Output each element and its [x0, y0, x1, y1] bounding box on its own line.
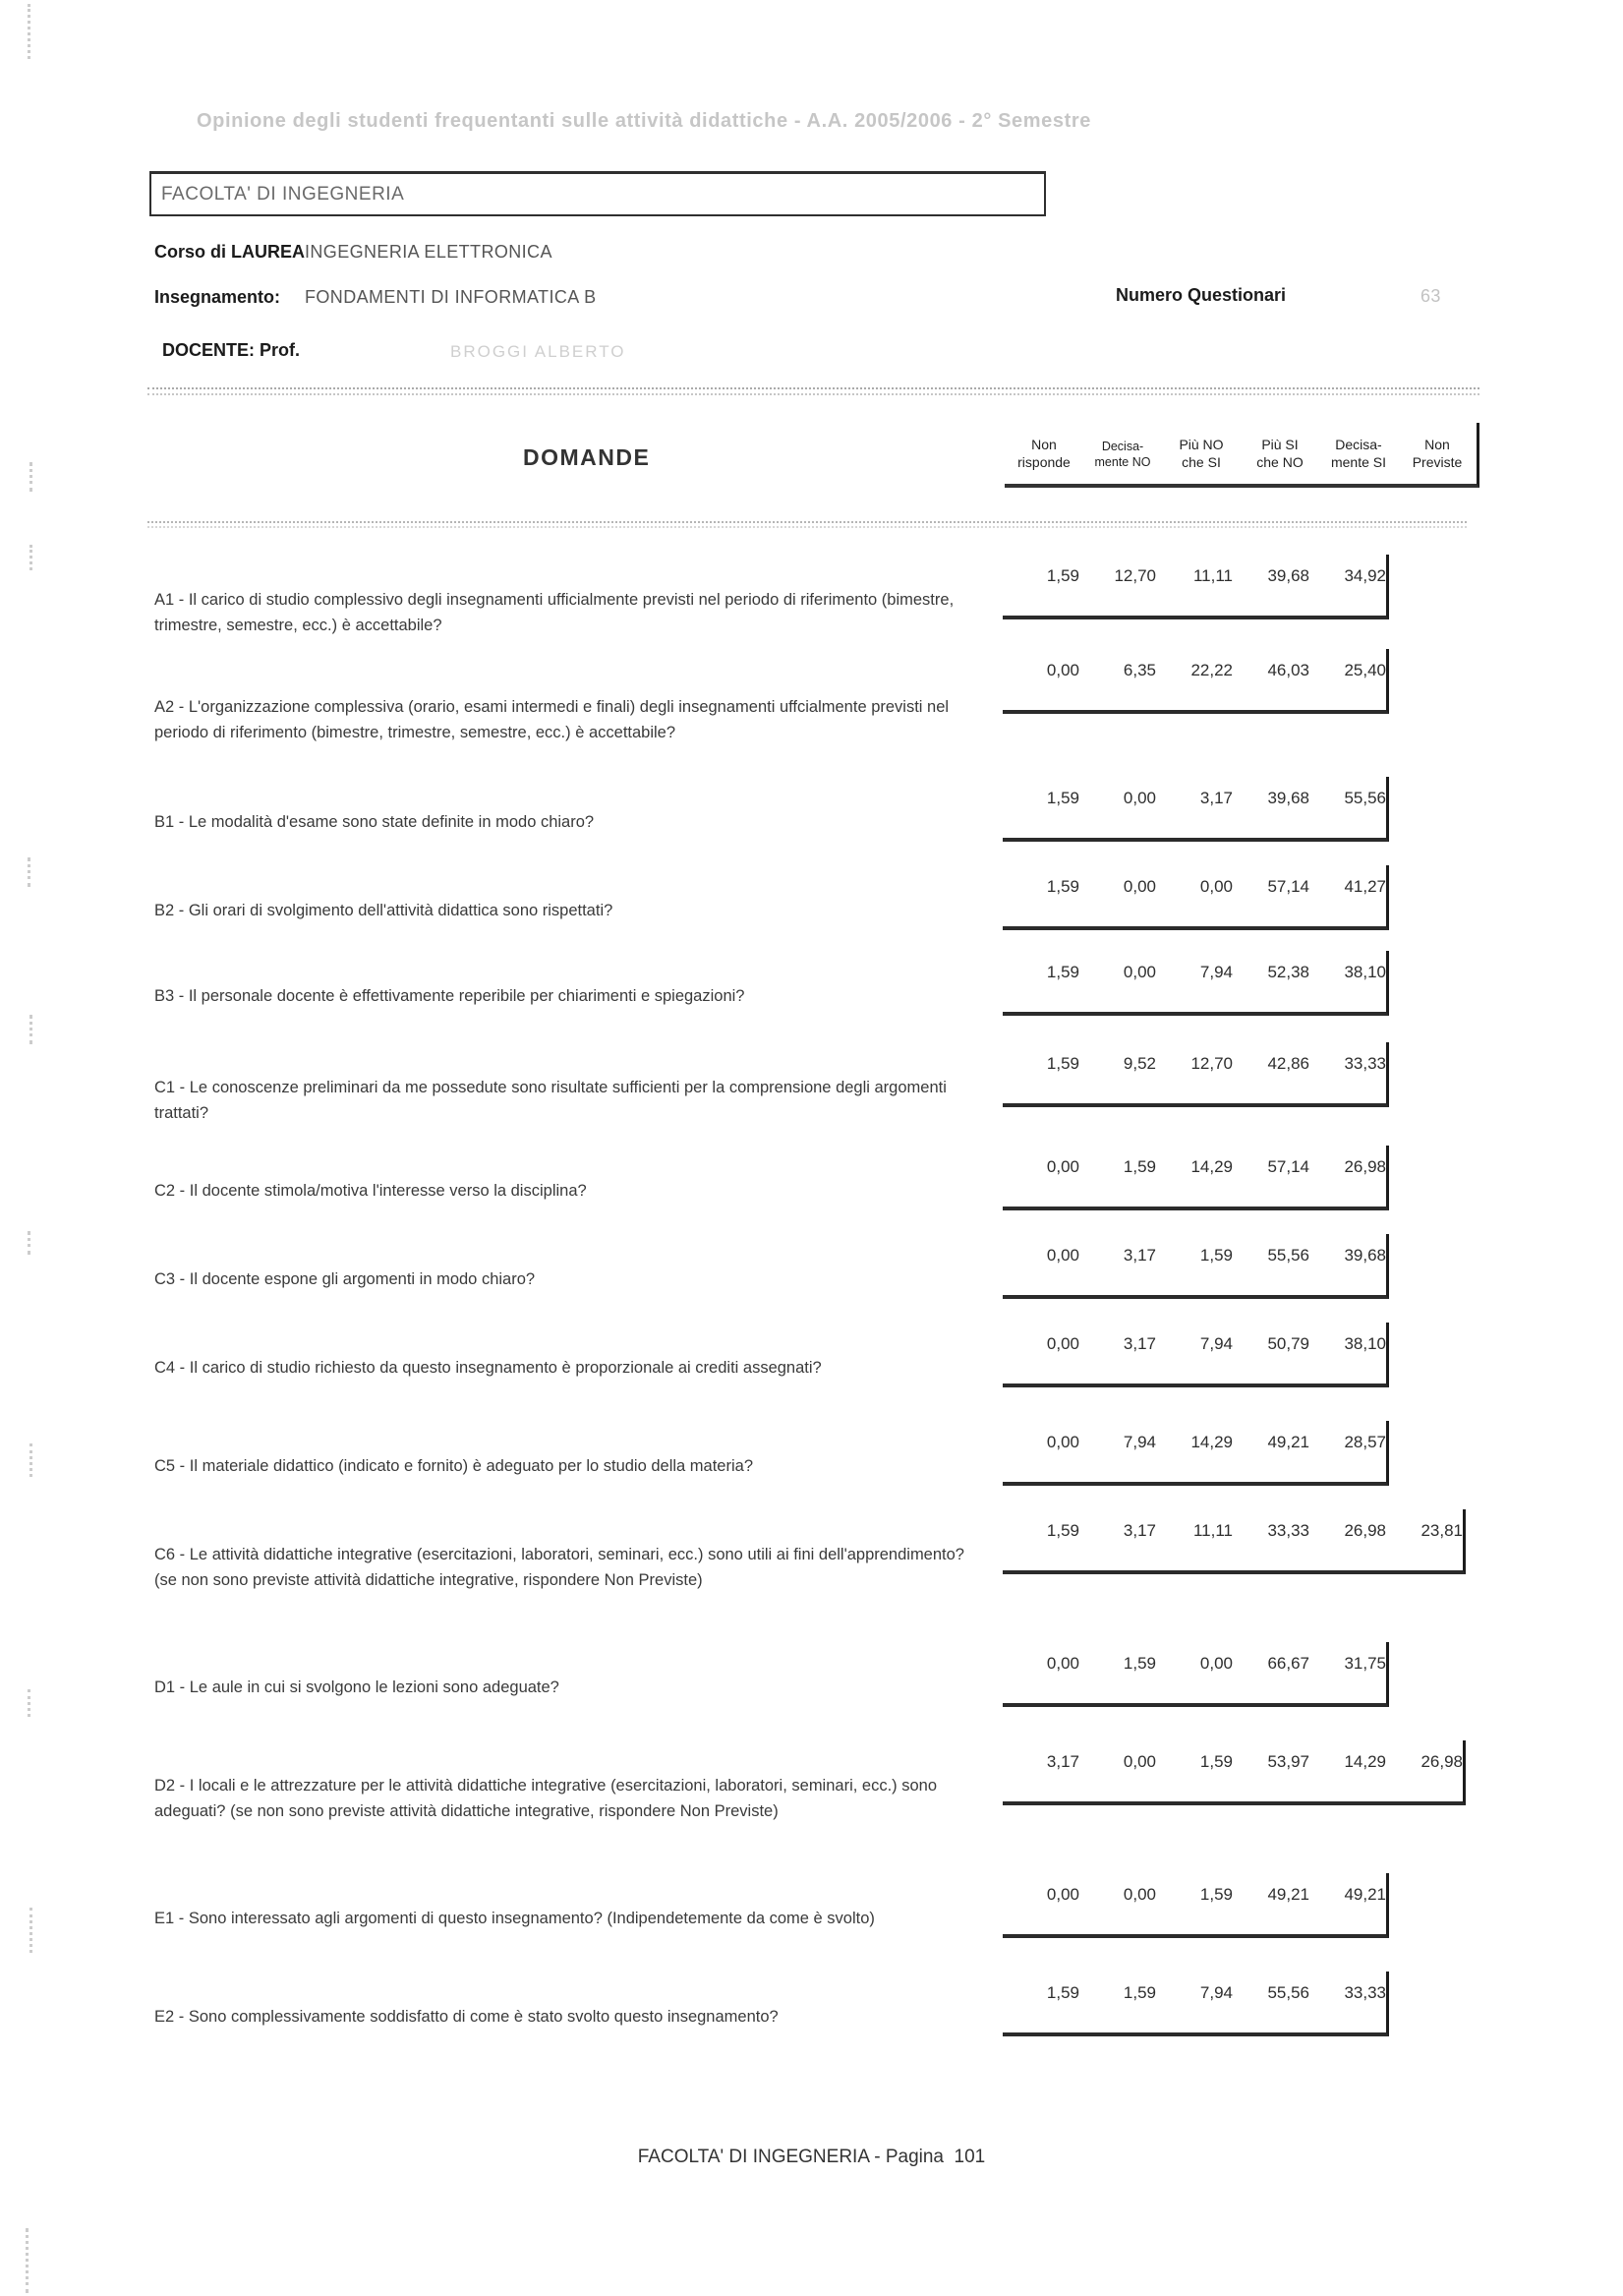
- values-D1: [1003, 1642, 1389, 1707]
- question-C4: C4 - Il carico di studio richiesto da questo insegnamento è proporzionale ai crediti assegnati?: [154, 1359, 822, 1377]
- value-cell: 49,21: [1267, 1885, 1309, 1904]
- value-cell: 7,94: [1199, 1983, 1233, 2002]
- values-B1: [1003, 777, 1389, 842]
- values-C2: [1003, 1146, 1389, 1210]
- value-cell: 1,59: [1123, 1654, 1156, 1673]
- value-cell: 1,59: [1046, 963, 1079, 981]
- value-cell: 0,00: [1123, 1752, 1156, 1771]
- value-cell: 0,00: [1046, 1885, 1079, 1904]
- value-cell: 55,56: [1267, 1246, 1309, 1265]
- value-cell: 12,70: [1114, 566, 1156, 585]
- value-cell: 7,94: [1199, 963, 1233, 981]
- value-cell: 34,92: [1344, 566, 1386, 585]
- value-cell: 26,98: [1420, 1752, 1463, 1771]
- value-cell: 57,14: [1267, 877, 1309, 896]
- values-C1: [1003, 1042, 1389, 1107]
- scan-artifact: [28, 1689, 30, 1717]
- column-header-5: Decisa- mente SI: [1330, 437, 1387, 470]
- value-cell: 0,00: [1123, 1885, 1156, 1904]
- page-footer: FACOLTA' DI INGEGNERIA - Pagina 101: [637, 2147, 986, 2167]
- question-C2: C2 - Il docente stimola/motiva l'interesse verso la disciplina?: [154, 1182, 587, 1200]
- value-cell: 3,17: [1123, 1521, 1156, 1540]
- value-cell: 33,33: [1344, 1983, 1386, 2002]
- value-cell: 41,27: [1344, 877, 1386, 896]
- value-cell: 14,29: [1344, 1752, 1386, 1771]
- column-header-4: Più SI che NO: [1256, 437, 1304, 470]
- values-C4: [1003, 1323, 1389, 1387]
- teacher-label: DOCENTE: Prof.: [162, 340, 301, 360]
- answer-column-headers: [1005, 423, 1479, 488]
- value-cell: 11,11: [1192, 1521, 1233, 1540]
- value-cell: 3,17: [1046, 1752, 1079, 1771]
- value-cell: 38,10: [1344, 1334, 1386, 1353]
- column-header-6: Non Previste: [1412, 437, 1463, 470]
- value-cell: 0,00: [1046, 1334, 1079, 1353]
- question-C6: C6 - Le attività didattiche integrative (esercitazioni, laboratori, seminari, ecc.) sono utili ai fini dell'apprendimento? (se non sono previste attività didattiche integrative, rispondere Non Previste): [154, 1546, 964, 1590]
- value-cell: 14,29: [1190, 1157, 1233, 1176]
- questions-column-header: DOMANDE: [523, 444, 651, 470]
- teacher-name: BROGGI ALBERTO: [450, 342, 626, 361]
- value-cell: 46,03: [1267, 661, 1309, 679]
- divider-line: [147, 387, 1479, 389]
- value-cell: 23,81: [1420, 1521, 1463, 1540]
- values-C6: [1003, 1509, 1466, 1574]
- column-header-2: Decisa- mente NO: [1094, 440, 1151, 469]
- value-cell: 3,17: [1123, 1334, 1156, 1353]
- value-cell: 1,59: [1046, 789, 1079, 807]
- question-D2: D2 - I locali e le attrezzature per le attività didattiche integrative (esercitazioni, laboratori, seminari, ecc.) sono adeguati? (se non sono previste attività didattiche integrative, rispondere Non Previste): [154, 1777, 938, 1821]
- values-A2: [1003, 649, 1389, 714]
- scan-artifact: [29, 1908, 32, 1953]
- question-E2: E2 - Sono complessivamente soddisfatto di come è stato svolto questo insegnamento?: [154, 2008, 779, 2026]
- degree-value: INGEGNERIA ELETTRONICA: [305, 242, 552, 262]
- question-B2: B2 - Gli orari di svolgimento dell'attività didattica sono rispettati?: [154, 902, 613, 919]
- value-cell: 1,59: [1046, 1054, 1079, 1073]
- value-cell: 3,17: [1199, 789, 1233, 807]
- value-cell: 0,00: [1046, 1433, 1079, 1451]
- value-cell: 39,68: [1344, 1246, 1386, 1265]
- value-cell: 1,59: [1123, 1157, 1156, 1176]
- value-cell: 50,79: [1267, 1334, 1309, 1353]
- degree-label: Corso di LAUREA: [154, 242, 305, 262]
- question-C5: C5 - Il materiale didattico (indicato e fornito) è adeguato per lo studio della materia?: [154, 1457, 754, 1475]
- value-cell: 28,57: [1344, 1433, 1386, 1451]
- scan-artifact: [29, 545, 32, 570]
- value-cell: 26,98: [1344, 1521, 1386, 1540]
- value-cell: 0,00: [1046, 1246, 1079, 1265]
- value-cell: 55,56: [1344, 789, 1386, 807]
- question-B1: B1 - Le modalità d'esame sono state definite in modo chiaro?: [154, 813, 595, 831]
- divider-line: [147, 526, 1467, 528]
- scan-artifact: [28, 857, 30, 887]
- values-D2: [1003, 1740, 1466, 1805]
- value-cell: 0,00: [1046, 1157, 1079, 1176]
- value-cell: 12,70: [1190, 1054, 1233, 1073]
- faculty-box-label: FACOLTA' DI INGEGNERIA: [161, 184, 405, 205]
- value-cell: 1,59: [1046, 1983, 1079, 2002]
- values-B2: [1003, 865, 1389, 930]
- question-C1: C1 - Le conoscenze preliminari da me possedute sono risultate sufficienti per la comprensione degli argomenti trattati?: [154, 1079, 947, 1123]
- value-cell: 1,59: [1199, 1752, 1233, 1771]
- value-cell: 7,94: [1123, 1433, 1156, 1451]
- values-C3: [1003, 1234, 1389, 1299]
- value-cell: 0,00: [1199, 877, 1233, 896]
- question-A1: A1 - Il carico di studio complessivo degli insegnamenti ufficialmente previsti nel periodo di riferimento (bimestre, trimestre, semestre, ecc.) è accettabile?: [154, 591, 955, 635]
- values-E2: [1003, 1972, 1389, 2036]
- course-value: FONDAMENTI DI INFORMATICA B: [305, 287, 597, 307]
- value-cell: 52,38: [1267, 963, 1309, 981]
- value-cell: 1,59: [1199, 1885, 1233, 1904]
- scan-artifact: [28, 1231, 30, 1255]
- value-cell: 0,00: [1123, 963, 1156, 981]
- divider-line: [147, 393, 1479, 395]
- value-cell: 57,14: [1267, 1157, 1309, 1176]
- value-cell: 39,68: [1267, 566, 1309, 585]
- value-cell: 14,29: [1190, 1433, 1233, 1451]
- questionnaires-label: Numero Questionari: [1116, 285, 1287, 305]
- value-cell: 1,59: [1199, 1246, 1233, 1265]
- column-header-3: Più NO che SI: [1179, 437, 1224, 470]
- value-cell: 7,94: [1199, 1334, 1233, 1353]
- value-cell: 55,56: [1267, 1983, 1309, 2002]
- course-label: Insegnamento:: [154, 287, 281, 307]
- values-A1: [1003, 555, 1389, 619]
- values-E1: [1003, 1873, 1389, 1938]
- value-cell: 0,00: [1046, 1654, 1079, 1673]
- value-cell: 1,59: [1046, 877, 1079, 896]
- scan-artifact: [29, 1443, 32, 1477]
- value-cell: 6,35: [1123, 661, 1156, 679]
- faculty-box: [149, 171, 1046, 216]
- question-D1: D1 - Le aule in cui si svolgono le lezioni sono adeguate?: [154, 1678, 559, 1696]
- value-cell: 22,22: [1190, 661, 1233, 679]
- value-cell: 53,97: [1267, 1752, 1309, 1771]
- value-cell: 11,11: [1192, 566, 1233, 585]
- value-cell: 25,40: [1344, 661, 1386, 679]
- value-cell: 66,67: [1267, 1654, 1309, 1673]
- scan-artifact: [26, 2228, 29, 2293]
- column-header-1: Non risponde: [1017, 437, 1071, 470]
- value-cell: 1,59: [1046, 566, 1079, 585]
- value-cell: 39,68: [1267, 789, 1309, 807]
- value-cell: 0,00: [1046, 661, 1079, 679]
- question-E1: E1 - Sono interessato agli argomenti di questo insegnamento? (Indipendetemente da come è svolto): [154, 1910, 875, 1927]
- value-cell: 1,59: [1123, 1983, 1156, 2002]
- value-cell: 49,21: [1267, 1433, 1309, 1451]
- values-B3: [1003, 951, 1389, 1016]
- question-B3: B3 - Il personale docente è effettivamente reperibile per chiarimenti e spiegazioni?: [154, 987, 745, 1005]
- value-cell: 33,33: [1267, 1521, 1309, 1540]
- value-cell: 38,10: [1344, 963, 1386, 981]
- divider-line: [147, 521, 1467, 523]
- value-cell: 49,21: [1344, 1885, 1386, 1904]
- value-cell: 0,00: [1123, 789, 1156, 807]
- value-cell: 3,17: [1123, 1246, 1156, 1265]
- value-cell: 42,86: [1267, 1054, 1309, 1073]
- value-cell: 26,98: [1344, 1157, 1386, 1176]
- scan-artifact: [28, 4, 30, 59]
- questionnaires-count: 63: [1420, 286, 1441, 306]
- value-cell: 31,75: [1344, 1654, 1386, 1673]
- scan-artifact: [29, 1015, 32, 1044]
- scan-artifact: [29, 462, 32, 492]
- value-cell: 0,00: [1123, 877, 1156, 896]
- question-C3: C3 - Il docente espone gli argomenti in modo chiaro?: [154, 1270, 536, 1288]
- value-cell: 1,59: [1046, 1521, 1079, 1540]
- value-cell: 0,00: [1199, 1654, 1233, 1673]
- question-A2: A2 - L'organizzazione complessiva (orario, esami intermedi e finali) degli insegnamenti uffcialmente previsti nel periodo di riferimento (bimestre, trimestre, semestre, ecc.) è accettabile?: [154, 698, 950, 742]
- values-C5: [1003, 1421, 1389, 1486]
- report-title: Opinione degli studenti frequentanti sulle attività didattiche - A.A. 2005/2006 - 2° Semestre: [197, 110, 1091, 132]
- value-cell: 33,33: [1344, 1054, 1386, 1073]
- value-cell: 9,52: [1123, 1054, 1156, 1073]
